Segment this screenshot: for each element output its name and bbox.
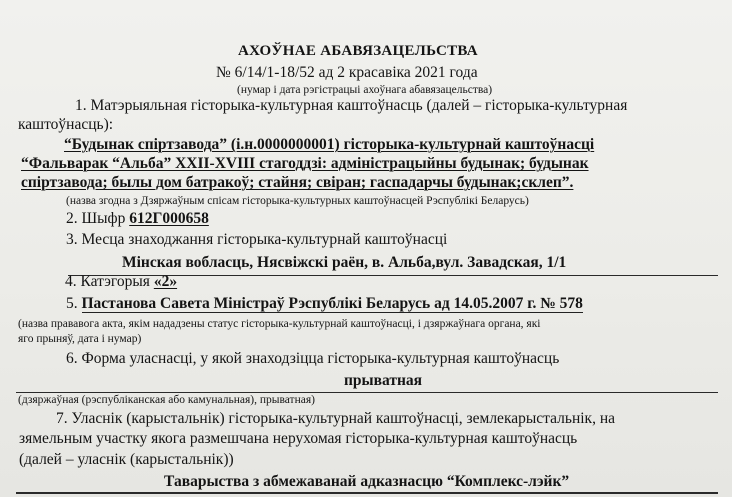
item1-label: 1. Матэрыяльная гісторыка-культурная каштоўнасць (далей – гісторыка-культурная xyxy=(75,97,628,114)
item5-value: Пастанова Савета Міністраў Рэспублікі Беларусь ад 14.05.2007 г. № 578 xyxy=(81,295,583,312)
item1-value-line2: “Фальварак “Альба” XXII-XVIII стагоддзі: адміністрацыйны будынак; будынак xyxy=(21,155,589,172)
item6-label: 6. Форма уласнасці, у якой знаходзіцца гісторыка-культурная каштоўнасць xyxy=(66,350,560,367)
item7-label-line1: 7. Уласнік (карыстальнік) гісторыка-культурнай каштоўнасці, землекарыстальнік, на xyxy=(56,410,615,427)
item5-label: 5. xyxy=(66,295,82,312)
item2-label: 2. Шыфр xyxy=(66,210,130,227)
item7-label-line3: (далей – уласнік (карыстальнік)) xyxy=(19,451,234,468)
document-title: АХОЎНАЕ АБАВЯЗАЦЕЛЬСТВА xyxy=(238,43,478,59)
item6-caption: (дзяржаўная (рэспубліканская або камунальная), прыватная) xyxy=(18,394,315,406)
item2-row xyxy=(66,210,209,228)
item3-label: 3. Месца знаходжання гісторыка-культурнай каштоўнасці xyxy=(66,231,448,248)
item3-value: Мінская вобласць, Нясвіжскі раён, в. Альба,вул. Завадская, 1/1 xyxy=(122,254,567,271)
item4-value: «2» xyxy=(153,273,178,290)
item1-label-cont: каштоўнасць): xyxy=(18,116,114,133)
item2-value: 612Г000658 xyxy=(129,210,209,227)
item6-value: прыватная xyxy=(344,372,423,389)
item4-label: 4. Катэгорыя xyxy=(65,273,154,290)
item5-row xyxy=(66,295,583,313)
item5-caption-line2: яго прыняў, дата і нумар) xyxy=(18,333,142,345)
item5-caption-line1: (назва прававога акта, якім нададзены статус гісторыка-культурнай каштоўнасці, і дзяржаўнага органа, які xyxy=(18,318,541,330)
item6-underline xyxy=(16,392,718,393)
item4-row xyxy=(65,273,177,291)
registration-number-caption: (нумар і дата рэгістрацыі ахоўнага абавязацельства) xyxy=(237,84,493,96)
item7-underline xyxy=(16,492,718,494)
item7-value: Таварыства з абмежаванай адказнасцю “Комплекс-лэйк” xyxy=(164,473,570,490)
item1-value-line1: “Будынак спіртзавода” (і.н.0000000001) гісторыка-культурнай каштоўнасці xyxy=(64,136,595,153)
item7-label-line2: зямельным участку якога размешчана нерухомая гісторыка-культурная каштоўнасць xyxy=(19,430,578,447)
item1-value-line3: спіртзавода; былы дом батракоў; стайня; свіран; гаспадарчы будынак;склеп”. xyxy=(21,174,574,191)
item1-caption: (назва згодна з Дзяржаўным спісам гісторыка-культурных каштоўнасцей Рэспублікі Беларусь) xyxy=(66,195,529,207)
registration-number: № 6/14/1-18/52 ад 2 красавіка 2021 года xyxy=(216,64,478,81)
